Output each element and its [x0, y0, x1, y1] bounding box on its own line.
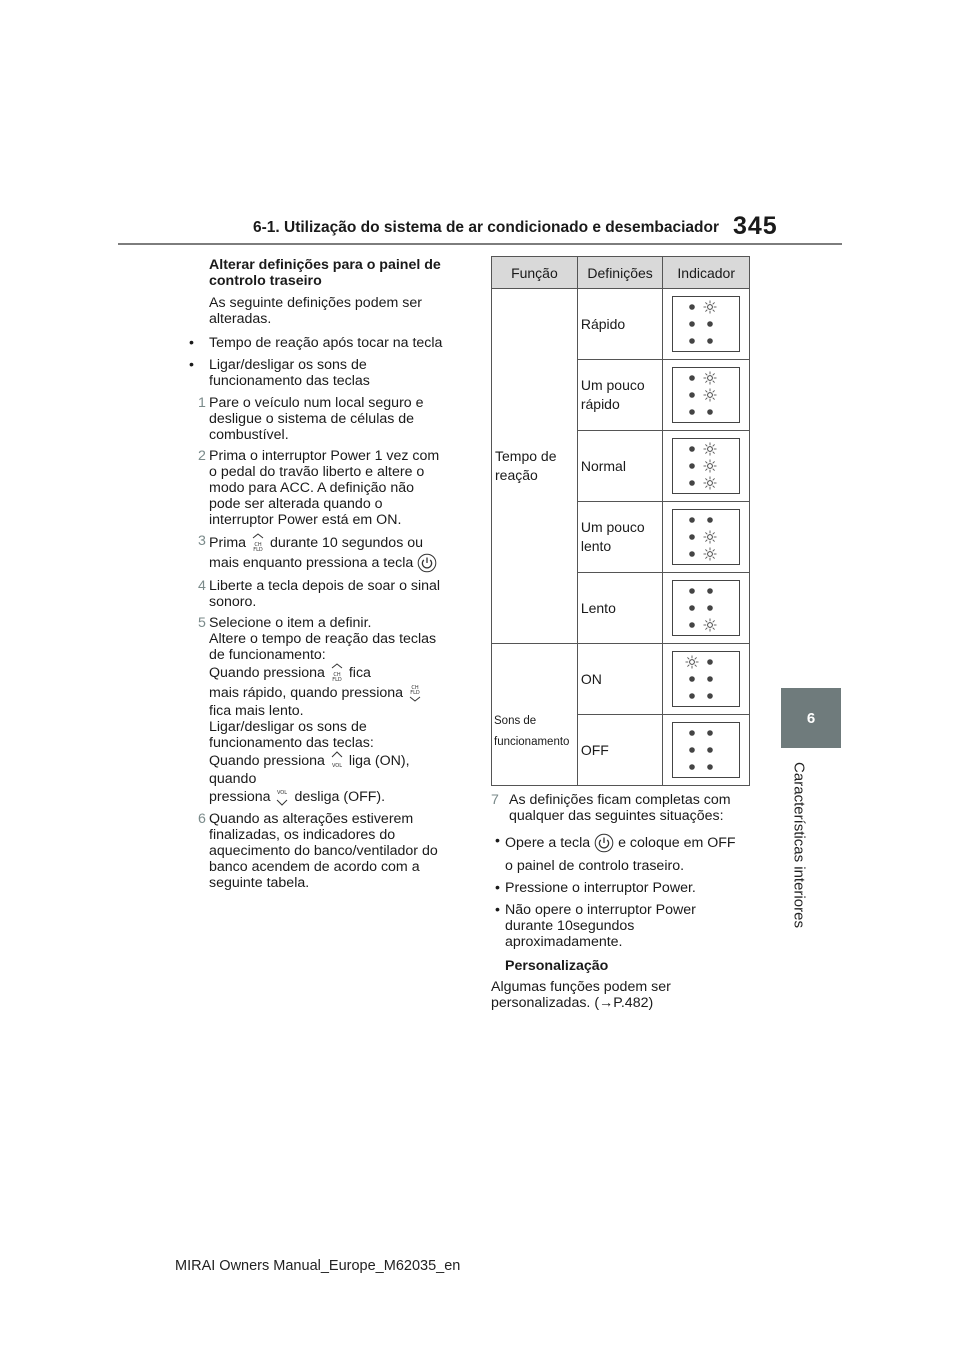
step-1: [185, 395, 475, 443]
indicator-lamp-off: [690, 410, 695, 415]
column-header-settings: Definições: [577, 257, 663, 289]
indicator-lamp-off: [690, 481, 695, 486]
setting-label-line: ON: [580, 670, 602, 687]
setting-label-line: Rápido: [580, 315, 626, 332]
function-cell: [492, 289, 578, 644]
intro-paragraph: [185, 295, 475, 327]
bullet-line: Não opere o interruptor Power: [505, 902, 696, 918]
seat-indicator-lamps: [673, 510, 739, 564]
step-line: mais rápido, quando pressiona: [209, 684, 404, 701]
bullet-item: [185, 335, 475, 351]
step-number: 7: [491, 792, 499, 808]
indicator-lamp-on: [704, 372, 717, 385]
indicator-cell: [663, 502, 750, 573]
power-key-icon: [594, 833, 614, 853]
step-line: pressiona: [209, 788, 271, 805]
svg-text:FLD: FLD: [410, 690, 420, 696]
vol-up-key-icon: [329, 751, 345, 771]
indicator-box: [672, 367, 740, 423]
vol-down-key-icon: [274, 787, 290, 807]
setting-label: [579, 599, 662, 618]
step-6: [185, 811, 475, 891]
seat-indicator-lamps: [673, 297, 739, 351]
step-7: [491, 792, 761, 824]
setting-cell: [577, 644, 663, 715]
indicator-lamp-off: [708, 748, 713, 753]
bullet-text: Opere a tecla: [505, 834, 591, 851]
bullet-text: Pressione o interruptor Power.: [505, 880, 696, 896]
setting-label: [579, 457, 662, 476]
step-line: fica mais lento.: [209, 703, 304, 719]
customization-paragraph: [491, 979, 761, 1011]
indicator-lamp-off: [708, 660, 713, 665]
indicator-box: [672, 296, 740, 352]
indicator-lamp-off: [690, 606, 695, 611]
step-line: desligue o sistema de células de: [209, 411, 415, 427]
step-line: de funcionamento:: [209, 647, 326, 663]
indicator-box: [672, 438, 740, 494]
indicator-cell: [663, 289, 750, 360]
svg-text:FLD: FLD: [332, 677, 342, 683]
footer-text: MIRAI Owners Manual_Europe_M62035_en: [175, 1258, 461, 1274]
indicator-lamp-off: [690, 339, 695, 344]
seat-indicator-lamps: [673, 652, 739, 706]
right-column: [491, 792, 761, 1011]
function-label-line: reação: [495, 467, 538, 483]
indicator-lamp-on: [704, 389, 717, 402]
setting-label-line: Normal: [580, 457, 626, 474]
step-line: pode ser alterada quando o: [209, 496, 383, 512]
step-line: fica: [348, 664, 371, 681]
step-line: Prima o interruptor Power 1 vez com: [209, 448, 440, 464]
indicator-lamp-off: [690, 376, 695, 381]
step-line: desliga (OFF).: [294, 788, 386, 805]
table-row: [492, 644, 750, 715]
function-label-line: Tempo de: [495, 448, 557, 464]
step-2: [185, 448, 475, 528]
indicator-lamp-off: [690, 535, 695, 540]
indicator-lamp-on: [704, 301, 717, 314]
indicator-cell: [663, 360, 750, 431]
indicator-lamp-off: [708, 518, 713, 523]
intro-line-2: alteradas.: [209, 311, 272, 327]
indicator-lamp-off: [690, 552, 695, 557]
function-label: [493, 677, 576, 753]
step-3: [185, 533, 475, 573]
setting-cell: [577, 431, 663, 502]
seat-indicator-lamps: [673, 368, 739, 422]
indicator-lamp-on: [704, 548, 717, 561]
indicator-lamp-off: [708, 694, 713, 699]
indicator-lamp-off: [690, 731, 695, 736]
indicator-lamp-off: [708, 322, 713, 327]
step-number: 2: [198, 448, 206, 464]
indicator-cell: [663, 431, 750, 502]
function-label: [493, 447, 576, 485]
step-number: 5: [198, 615, 206, 631]
step-line: Quando pressiona: [209, 752, 325, 769]
step-line: finalizadas, os indicadores do: [209, 827, 396, 843]
seat-indicator-lamps: [673, 439, 739, 493]
step-line: o pedal do travão liberto e altere o: [209, 464, 425, 480]
indicator-box: [672, 722, 740, 778]
power-key-icon: [417, 553, 437, 573]
bullet-item: [491, 902, 761, 950]
indicator-lamp-on: [704, 477, 717, 490]
step-text: durante 10 segundos ou: [269, 534, 424, 551]
bullet-line: funcionamento das teclas: [209, 373, 370, 389]
indicator-lamp-off: [690, 765, 695, 770]
step-line: liga (ON),: [348, 752, 410, 769]
seat-indicator-lamps: [673, 581, 739, 635]
setting-cell: [577, 573, 663, 644]
function-label-line: funcionamento: [494, 735, 570, 748]
step-line: combustível.: [209, 427, 289, 443]
indicator-lamp-off: [690, 447, 695, 452]
step-line: sonoro.: [209, 594, 257, 610]
section-heading: [185, 257, 475, 289]
ch-fld-up-key-icon: [329, 663, 345, 683]
indicator-lamp-on: [686, 656, 699, 669]
bullet-item: [491, 880, 761, 896]
setting-cell: [577, 715, 663, 786]
step-line: banco acendem de acordo com a: [209, 859, 420, 875]
indicator-box: [672, 651, 740, 707]
setting-cell: [577, 502, 663, 573]
setting-label-line: Um pouco: [580, 377, 645, 393]
step-4: [185, 578, 475, 610]
indicator-lamp-on: [704, 443, 717, 456]
svg-text:CH: CH: [333, 672, 341, 678]
step-line: qualquer das seguintes situações:: [509, 808, 724, 824]
indicator-lamp-off: [690, 393, 695, 398]
svg-text:FLD: FLD: [253, 547, 263, 553]
indicator-cell: [663, 644, 750, 715]
step-number: 1: [198, 395, 206, 411]
step-line: Quando as alterações estiverem: [209, 811, 414, 827]
bullet-line: Ligar/desligar os sons de: [209, 357, 367, 373]
indicator-lamp-on: [704, 531, 717, 544]
indicator-cell: [663, 715, 750, 786]
step-line: interruptor Power está em ON.: [209, 512, 402, 528]
setting-cell: [577, 289, 663, 360]
step-line: aquecimento do banco/ventilador do: [209, 843, 438, 859]
bullet-text: e coloque em OFF: [618, 834, 736, 851]
chapter-label-text: Características interiores: [790, 762, 808, 928]
indicator-lamp-off: [690, 464, 695, 469]
indicator-lamp-off: [690, 589, 695, 594]
header-divider: [118, 243, 842, 245]
step-line: modo para ACC. A definição não: [209, 480, 415, 496]
step-number: 3: [198, 533, 206, 549]
step-line: Pare o veículo num local seguro e: [209, 395, 424, 411]
indicator-lamp-off: [690, 677, 695, 682]
indicator-lamp-off: [708, 765, 713, 770]
setting-label: [579, 518, 662, 556]
column-header-function: Função: [492, 257, 578, 289]
bullet-line: aproximadamente.: [505, 934, 623, 950]
indicator-lamp-off: [690, 518, 695, 523]
indicator-lamp-off: [690, 694, 695, 699]
setting-label-line: Um pouco: [580, 519, 645, 535]
bullet-continuation: o painel de controlo traseiro.: [505, 858, 685, 874]
customization-heading: Personalização: [505, 958, 609, 974]
bullet-item: [185, 357, 475, 389]
step-number: 4: [198, 578, 206, 594]
setting-label-line: Lento: [580, 599, 616, 616]
function-label-line: Sons de: [494, 714, 537, 727]
ch-fld-up-key-icon: [250, 533, 266, 553]
indicator-lamp-off: [690, 322, 695, 327]
indicator-lamp-off: [690, 305, 695, 310]
step-line: Selecione o item a definir.: [209, 615, 372, 631]
step-line: quando: [209, 771, 257, 787]
setting-label: [579, 376, 662, 414]
indicator-lamp-off: [708, 589, 713, 594]
bullet-line: durante 10segundos: [505, 918, 635, 934]
indicator-lamp-on: [704, 460, 717, 473]
indicator-lamp-off: [708, 339, 713, 344]
bullet-text: Tempo de reação após tocar na tecla: [209, 335, 443, 351]
step-text: Prima: [209, 534, 247, 551]
heading-line-2: controlo traseiro: [209, 273, 322, 289]
left-column: [185, 257, 475, 891]
step-line: Liberte a tecla depois de soar o sinal: [209, 578, 441, 594]
indicator-box: [672, 509, 740, 565]
page-number: 345: [733, 212, 778, 240]
step-line: Quando pressiona: [209, 664, 325, 681]
setting-label: [579, 741, 662, 760]
setting-label: [579, 670, 662, 689]
step-number: 6: [198, 811, 206, 827]
indicator-lamp-off: [690, 748, 695, 753]
svg-text:CH: CH: [411, 685, 419, 691]
svg-text:VOL: VOL: [277, 790, 288, 796]
paragraph-line: Algumas funções podem ser: [491, 979, 671, 995]
step-line: seguinte tabela.: [209, 875, 310, 891]
ch-fld-down-key-icon: [407, 683, 423, 703]
table-row: [492, 289, 750, 360]
step-line: As definições ficam completas com: [509, 792, 731, 808]
indicator-lamp-on: [704, 619, 717, 632]
setting-label: [579, 315, 662, 334]
step-line: Ligar/desligar os sons de: [209, 719, 367, 735]
function-cell: [492, 644, 578, 786]
indicator-lamp-off: [690, 623, 695, 628]
bullet-item: [491, 833, 761, 853]
setting-label-line: lento: [580, 538, 612, 554]
settings-table: [491, 256, 750, 786]
column-header-indicator: Indicador: [663, 257, 750, 289]
indicator-lamp-off: [708, 410, 713, 415]
step-line: Altere o tempo de reação das teclas: [209, 631, 437, 647]
indicator-lamp-off: [708, 731, 713, 736]
table-header-row: [492, 257, 750, 289]
seat-indicator-lamps: [673, 723, 739, 777]
svg-text:VOL: VOL: [331, 763, 342, 769]
indicator-lamp-off: [708, 677, 713, 682]
chapter-label: [788, 760, 810, 930]
section-title: 6-1. Utilização do sistema de ar condicionado e desembaciador: [253, 219, 720, 236]
setting-label-line: OFF: [580, 741, 609, 758]
indicator-cell: [663, 573, 750, 644]
setting-cell: [577, 360, 663, 431]
heading-line-1: Alterar definições para o painel de: [209, 257, 441, 273]
step-text: mais enquanto pressiona a tecla: [209, 554, 414, 571]
step-5: [185, 615, 475, 807]
chapter-tab: 6: [781, 688, 841, 748]
indicator-box: [672, 580, 740, 636]
setting-label-line: rápido: [580, 396, 620, 412]
svg-text:CH: CH: [254, 542, 262, 548]
indicator-lamp-off: [708, 606, 713, 611]
intro-line-1: As seguinte definições podem ser: [209, 295, 422, 311]
paragraph-line: personalizadas. (→P.482): [491, 995, 654, 1011]
step-line: funcionamento das teclas:: [209, 735, 374, 751]
